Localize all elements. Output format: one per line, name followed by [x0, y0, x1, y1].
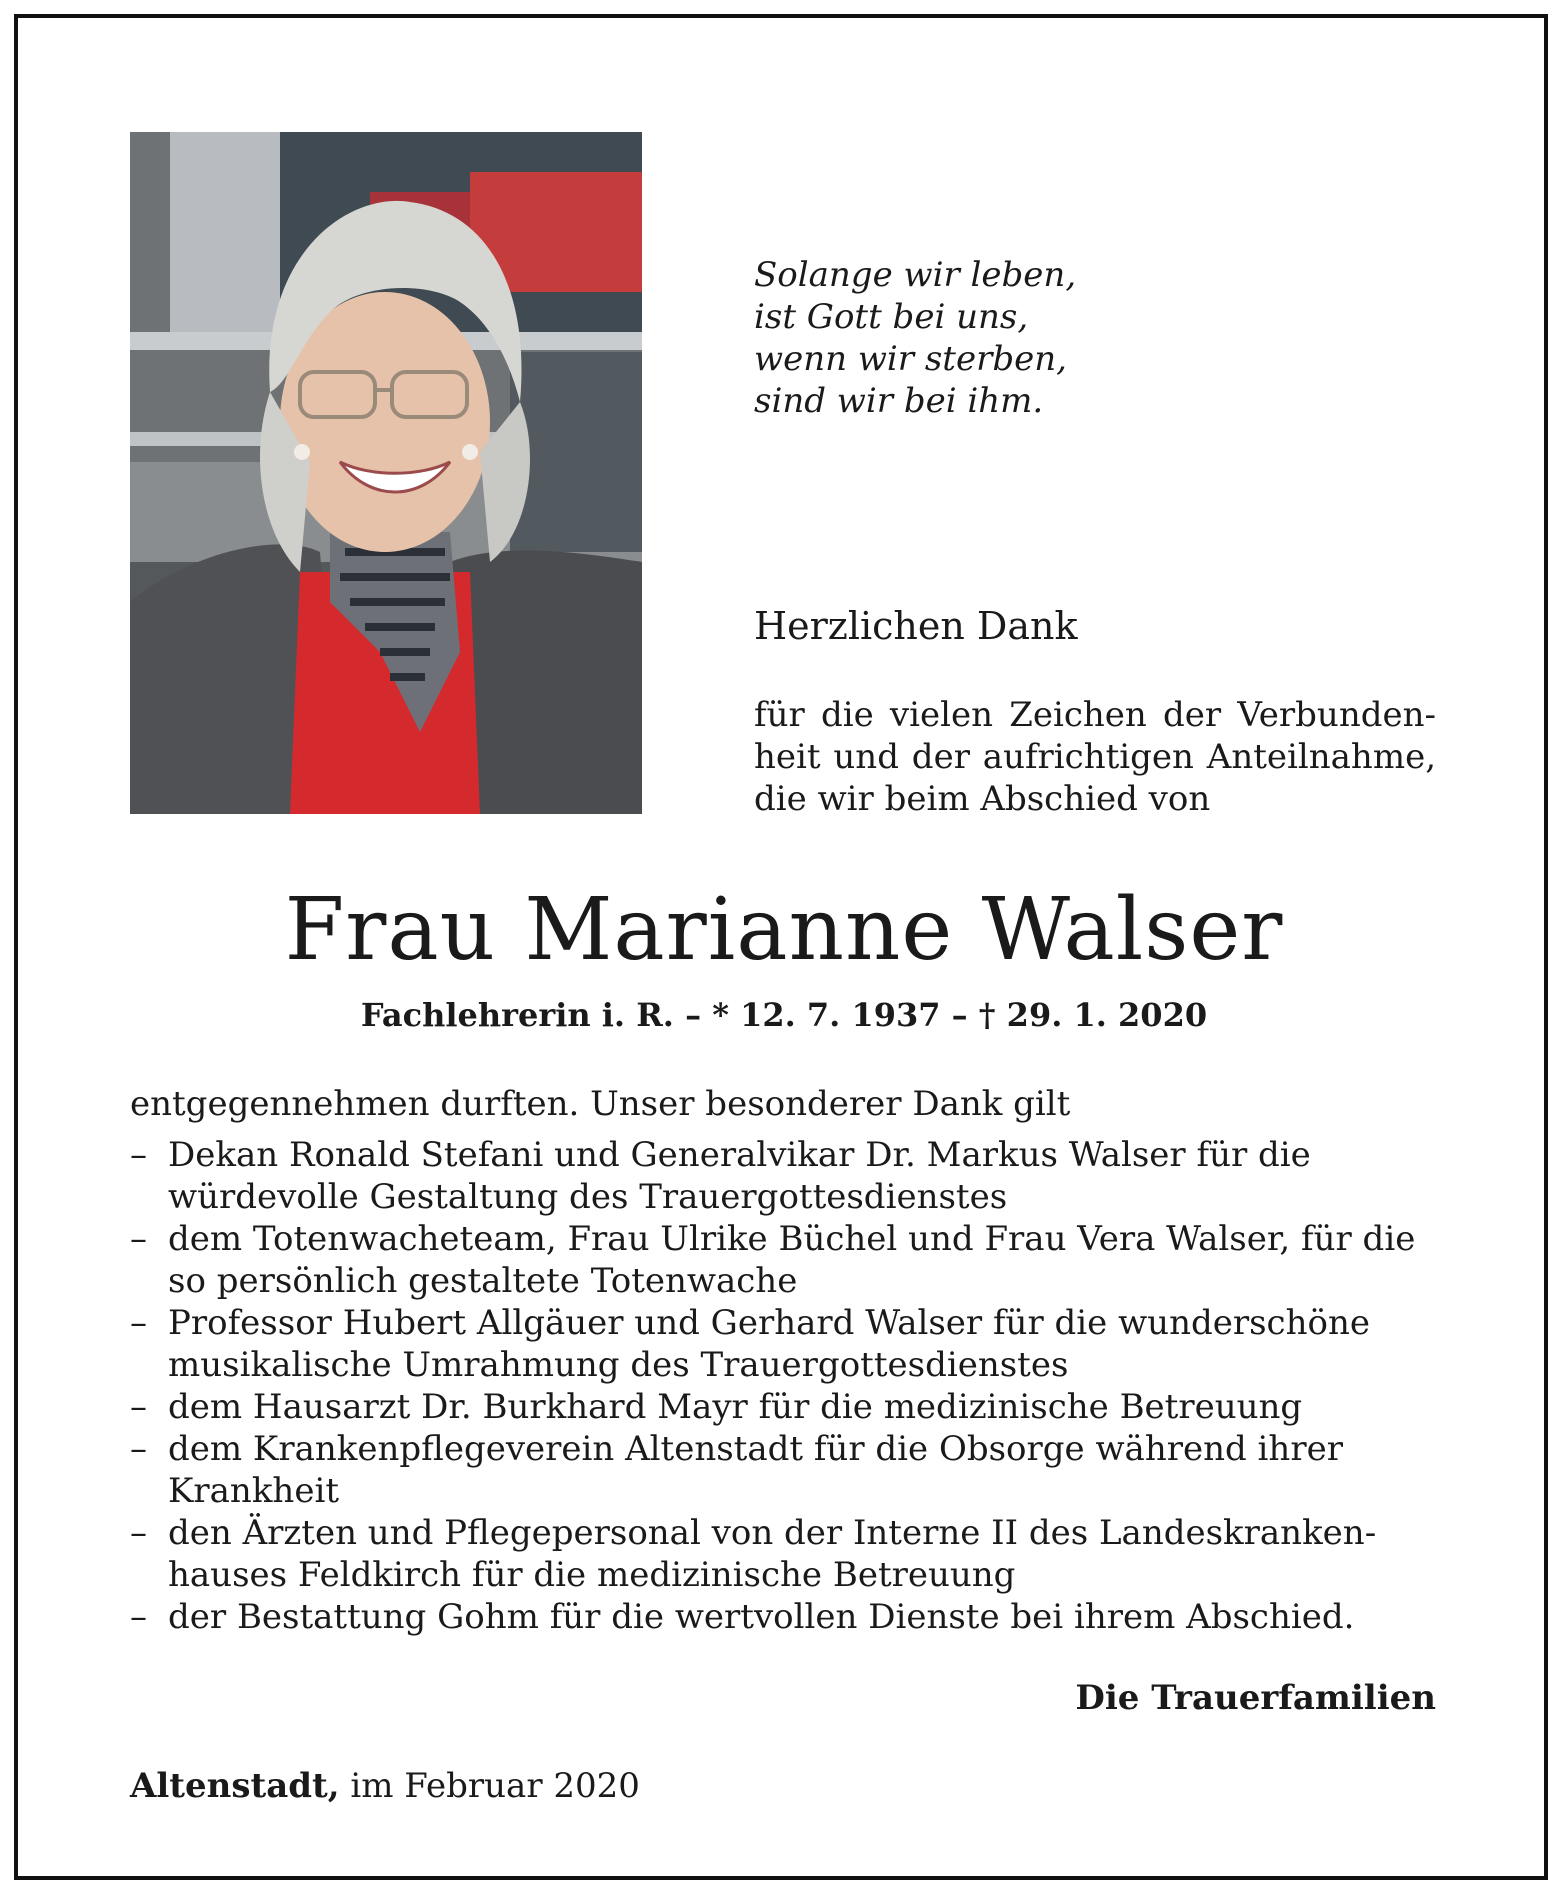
list-item-text: Dekan Ronald Stefani und Generalvikar Dr. Markus Walser für die würdevolle Gestaltung des Trauergottesdienstes — [168, 1135, 1311, 1217]
body-lead: entgegennehmen durften. Unser besonderer Dank gilt — [130, 1084, 1071, 1124]
thanks-list — [130, 1134, 1436, 1638]
poem-line: sind wir bei ihm. — [754, 381, 1044, 421]
list-item-text: den Ärzten und Pflegepersonal von der Interne II des Landeskrankenhauses Feldkirch für die medizinische Betreuung — [168, 1513, 1377, 1595]
poem-line: wenn wir sterben, — [754, 339, 1067, 379]
list-item — [130, 1596, 1436, 1638]
list-item — [130, 1218, 1436, 1302]
deceased-subtitle: Fachlehrerin i. R. – * 12. 7. 1937 – † 29. 1. 2020 — [360, 996, 1208, 1034]
deceased-name: Frau Marianne Walser — [284, 880, 1284, 980]
portrait-photo — [130, 132, 642, 814]
place-date — [130, 1766, 640, 1806]
dash-bullet: – — [130, 1429, 147, 1469]
list-item-text: dem Krankenpflegeverein Altenstadt für die Obsorge während ihrer Krankheit — [168, 1429, 1343, 1511]
date: im Februar 2020 — [350, 1766, 640, 1806]
dash-bullet: – — [130, 1303, 147, 1343]
dash-bullet: – — [130, 1219, 147, 1259]
list-item — [130, 1134, 1436, 1218]
dash-bullet: – — [130, 1135, 147, 1175]
thanks-intro — [754, 694, 1436, 820]
memorial-poem — [754, 254, 1076, 422]
signature: Die Trauerfamilien — [1075, 1678, 1436, 1718]
thanks-heading: Herzlichen Dank — [754, 604, 1078, 648]
dash-bullet: – — [130, 1513, 147, 1553]
thanks-intro-line: für die vielen Zeichen der Verbunden- — [754, 695, 1436, 735]
list-item-text: dem Hausarzt Dr. Burkhard Mayr für die medizinische Betreuung — [168, 1387, 1303, 1427]
list-item-text: der Bestattung Gohm für die wertvollen Dienste bei ihrem Abschied. — [168, 1597, 1355, 1637]
list-item — [130, 1386, 1436, 1428]
thanks-intro-line: die wir beim Abschied von — [754, 779, 1211, 819]
place: Altenstadt, — [130, 1766, 340, 1806]
list-item — [130, 1428, 1436, 1512]
list-item — [130, 1512, 1436, 1596]
list-item-text: Professor Hubert Allgäuer und Gerhard Walser für die wunderschöne musikalische Umrahmung des Trauergottesdienstes — [168, 1303, 1370, 1385]
list-item — [130, 1302, 1436, 1386]
thanks-intro-line: heit und der aufrichtigen Anteilnahme, — [754, 737, 1436, 777]
dash-bullet: – — [130, 1597, 147, 1637]
poem-line: ist Gott bei uns, — [754, 297, 1029, 337]
list-item-text: dem Totenwacheteam, Frau Ulrike Büchel und Frau Vera Walser, für die so persönlich gestaltete Totenwache — [168, 1219, 1416, 1301]
dash-bullet: – — [130, 1387, 147, 1427]
poem-line: Solange wir leben, — [754, 255, 1077, 295]
